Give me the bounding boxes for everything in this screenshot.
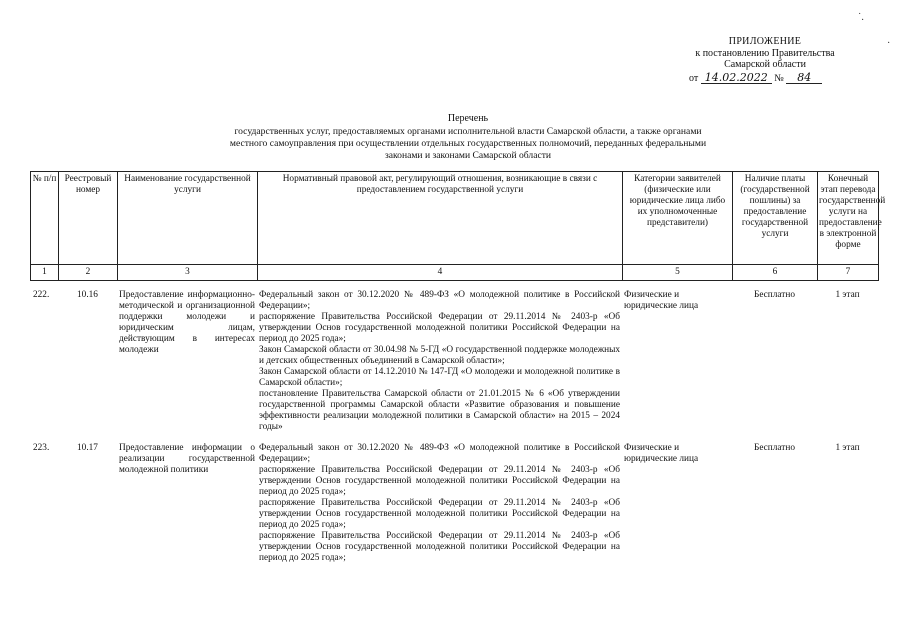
row-legal-acts [257, 290, 622, 443]
services-table-body [30, 290, 878, 564]
row-registry-number: 10.16 [77, 290, 98, 300]
number-label: № [774, 72, 784, 84]
column-number: 1 [31, 265, 59, 281]
title-line: государственных услуг, предоставляемых органами исполнительной власти Самарской области, а также органами [234, 126, 702, 137]
appendix-date-line [655, 72, 875, 85]
appendix-line: Самарской области [724, 59, 806, 70]
row-service-name: Предоставление информационно-методической и организационной поддержки молодежи и юридическим лицам, действующим в интересах молодежи [119, 290, 255, 355]
title-heading: Перечень [447, 113, 489, 124]
column-numbers-row [31, 265, 879, 281]
row-stage: 1 этап [835, 290, 860, 300]
column-header-legal-act: Нормативный правовой акт, регулирующий отношения, возникающие в связи с предоставлением государственной услуги [258, 172, 623, 265]
table-row [30, 443, 878, 564]
legal-act: распоряжение Правительства Российской Федерации от 29.11.2014 № 2403-р «Об утверждении Основ государственной молодежной политики Российской Федерации на период до 2025 года»; [259, 465, 620, 497]
row-applicant-category: Физические и юридические лица [624, 443, 699, 464]
legal-act: постановление Правительства Самарской области от 21.01.2015 № 6 «Об утверждении государственной программы Самарской области «Развитие образования и повышение эффективности реализации молодежной политики в Самарской области» на 2015 – 2024 годы» [259, 389, 620, 432]
legal-act: Закон Самарской области от 14.12.2010 № 147-ГД «О молодежи и молодежной политике в Самарской области»; [259, 367, 620, 388]
handwritten-date: 14.02.2022 [701, 72, 772, 84]
appendix-header [655, 36, 875, 84]
row-stage: 1 этап [835, 443, 860, 453]
column-header-registry: Реестровый номер [59, 172, 118, 265]
row-number: 222. [33, 290, 50, 300]
appendix-line: к постановлению Правительства [695, 47, 835, 59]
legal-act: распоряжение Правительства Российской Федерации от 29.11.2014 № 2403-р «Об утверждении Основ государственной молодежной политики Российской Федерации на период до 2025 года»; [259, 531, 620, 563]
column-header-name: Наименование государственной услуги [118, 172, 258, 265]
legal-act: распоряжение Правительства Российской Федерации от 29.11.2014 № 2403-р «Об утверждении Основ государственной молодежной политики Российской Федерации на период до 2025 года»; [259, 498, 620, 530]
handwritten-number: 84 [786, 72, 822, 84]
document-title [190, 113, 746, 162]
row-applicant-category: Физические и юридические лица [624, 290, 699, 311]
column-header-category: Категории заявителей (физические или юридические лица либо их уполномоченные представители) [623, 172, 733, 265]
column-number: 4 [258, 265, 623, 281]
row-service-name: Предоставление информации о реализации государственной молодежной политики [119, 443, 255, 475]
column-number: 2 [59, 265, 118, 281]
column-header-number: № п/п [31, 172, 59, 265]
title-line: местного самоуправления при осуществлении отдельных государственных полномочий, переданных федеральными [229, 138, 707, 149]
legal-act: Федеральный закон от 30.12.2020 № 489-ФЗ «О молодежной политике в Российской Федерации»; [259, 290, 620, 311]
row-registry-number: 10.17 [77, 443, 98, 453]
title-line: законами и законами Самарской области [384, 150, 552, 161]
header-row [31, 172, 879, 265]
legal-act: Федеральный закон от 30.12.2020 № 489-ФЗ «О молодежной политике в Российской Федерации»; [259, 443, 620, 464]
column-header-payment: Наличие платы (государственной пошлины) за предоставление государственной услуги [733, 172, 818, 265]
scan-speck-mark: · [887, 38, 891, 49]
row-payment: Бесплатно [753, 290, 795, 300]
row-payment: Бесплатно [753, 443, 795, 453]
table-row [30, 290, 878, 443]
legal-act: Закон Самарской области от 30.04.98 № 5-ГД «О государственной поддержке молодежных и детских общественных объединений в Самарской области»; [259, 345, 620, 366]
row-legal-acts [257, 443, 622, 564]
column-number: 3 [118, 265, 258, 281]
scan-speck-mark: ˙. [858, 12, 864, 23]
services-table-header [30, 171, 886, 281]
column-number: 6 [733, 265, 818, 281]
column-number: 5 [623, 265, 733, 281]
appendix-title: ПРИЛОЖЕНИЕ [728, 36, 802, 47]
column-header-stage: Конечный этап перевода государственной услуги на предоставление в электронной форме [818, 172, 879, 265]
row-number: 223. [33, 443, 50, 453]
column-number: 7 [818, 265, 879, 281]
date-prefix: от [689, 72, 699, 84]
legal-act: распоряжение Правительства Российской Федерации от 29.11.2014 № 2403-р «Об утверждении Основ государственной молодежной политики Российской Федерации на период до 2025 года»; [259, 312, 620, 344]
